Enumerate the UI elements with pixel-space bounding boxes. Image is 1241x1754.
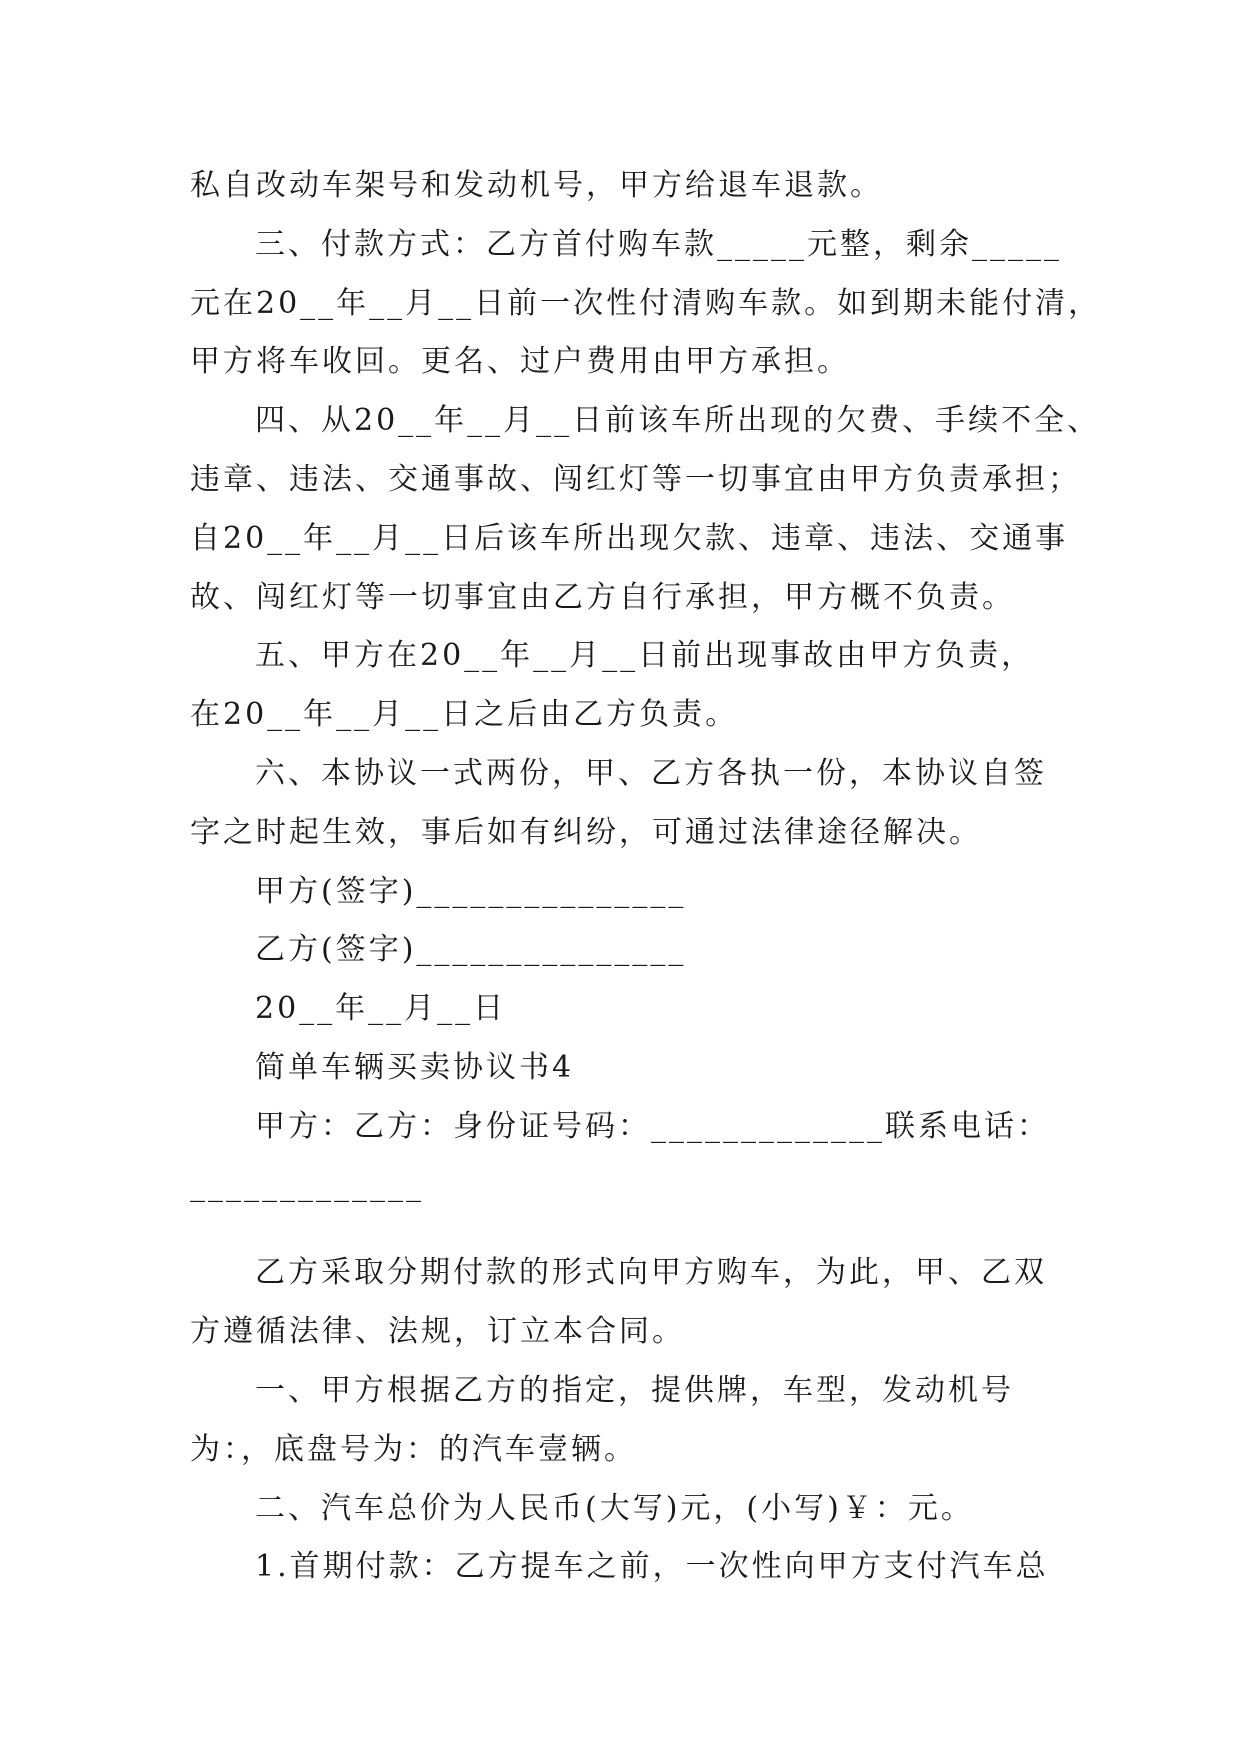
party-info-line: 甲方：乙方：身份证号码：_____________联系电话：: [255, 1108, 1050, 1144]
text-line: 六、本协议一式两份，甲、乙方各执一份，本协议自签: [255, 755, 1047, 791]
text-line: 私自改动车架号和发动机号，甲方给退车退款。: [190, 168, 883, 203]
text-line: 三、付款方式：乙方首付购车款_____元整，剩余_____: [255, 226, 1062, 262]
text-line: 方遵循法律、法规，订立本合同。: [190, 1314, 685, 1350]
text-line: 违章、违法、交通事故、闯红灯等一切事宜由甲方负责承担；: [190, 461, 1081, 497]
text-line: 乙方采取分期付款的形式向甲方购车，为此，甲、乙双: [255, 1255, 1047, 1291]
text-line: 为：，底盘号为：的汽车壹辆。: [190, 1431, 637, 1467]
text-line: 字之时起生效，事后如有纠纷，可通过法律途径解决。: [190, 814, 982, 850]
phone-blank-line: _____________: [190, 1167, 424, 1203]
text-line: 甲方将车收回。更名、过户费用由甲方承担。: [190, 344, 850, 380]
document-body: [190, 157, 1102, 1597]
text-line: 1.首期付款：乙方提车之前，一次性向甲方支付汽车总: [255, 1549, 1049, 1585]
date-line: 20__年__月__日: [255, 991, 507, 1027]
text-line: 五、甲方在20__年__月__日前出现事故由甲方负责，: [255, 638, 1035, 674]
section-title: 简单车辆买卖协议书4: [255, 1049, 575, 1085]
signature-line-party-a: 甲方(签字)_______________: [255, 873, 687, 909]
text-line: 四、从20__年__月__日前该车所出现的欠费、手续不全、: [255, 403, 1101, 439]
text-line: 二、汽车总价为人民币(大写)元，(小写)￥：元。: [255, 1490, 974, 1526]
signature-line-party-b: 乙方(签字)_______________: [255, 932, 687, 968]
text-line: 故、闯红灯等一切事宜由乙方自行承担，甲方概不负责。: [190, 579, 1015, 615]
text-line: 自20__年__月__日后该车所出现欠款、违章、违法、交通事: [190, 520, 1069, 556]
text-line: 一、甲方根据乙方的指定，提供牌，车型，发动机号: [255, 1372, 1014, 1408]
text-line: 元在20__年__月__日前一次性付清购车款。如到期未能付清，: [190, 285, 1102, 321]
text-line: 在20__年__月__日之后由乙方负责。: [190, 697, 739, 733]
paragraph-gap: [190, 1215, 1070, 1244]
